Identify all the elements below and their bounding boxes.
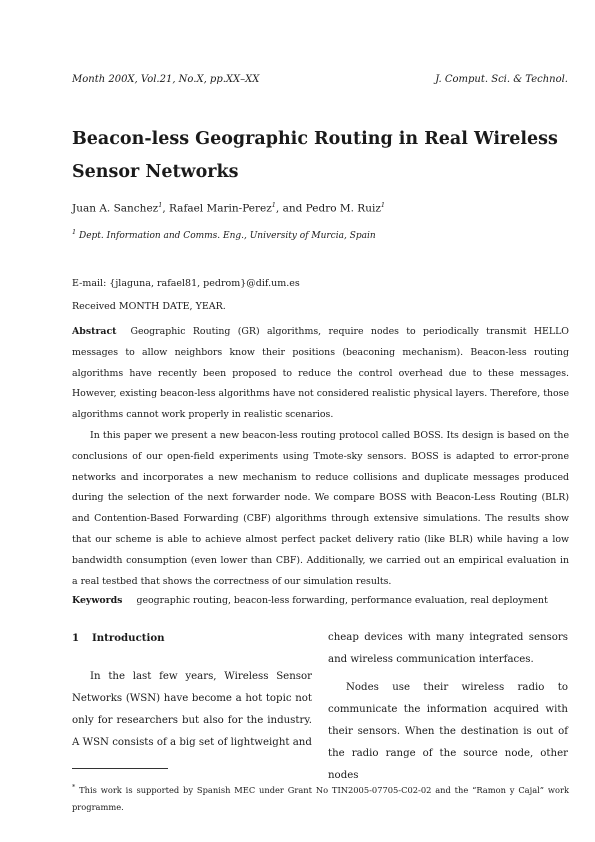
affiliation-mark: 1 <box>158 201 163 209</box>
affiliation-mark: 1 <box>271 201 276 209</box>
body-paragraph: cheap devices with many integrated sensors and wireless communication interfaces. <box>328 632 568 665</box>
affiliation: $^1$ Dept. Information and Comms. Eng., University of Murcia, Spain <box>72 228 376 241</box>
body-paragraph: In the last few years, Wireless Sensor Networks (WSN) have become a hot topic not only for researchers but also for the industry. A WSN consists of a big set of lightweight and <box>72 671 312 748</box>
abstract-paragraph: In this paper we present a new beacon-less routing protocol called BOSS. Its design is based on the conclusions of our open-field experiments using Tmote-sky sensors. BOSS is adapted to error-prone networks and incorporates a new mechanism to reduce collisions and duplicate messages produced during the selection of the next forwarder node. We compare BOSS with Beacon-Less Routing (BLR) and Contention-Based Forwarding (CBF) algorithms through extensive simulations. The results show that our scheme is able to achieve almost perfect packet delivery ratio (like BLR) while having a low bandwidth consumption (even lower than CBF). Additionally, we carried out an empirical evaluation in a real testbed that shows the correctness of our simulation results. <box>72 429 569 587</box>
left-column <box>72 627 312 754</box>
abstract <box>72 322 569 592</box>
body-paragraph: Nodes use their wireless radio to communicate the information acquired with their sensors. When the destination is out of the radio range of the source node, other nodes <box>328 682 568 781</box>
section-title: Introduction <box>92 632 165 644</box>
running-header-journal-issue: Month 200X, Vol.21, No.X, pp.XX–XX <box>72 74 260 85</box>
author-name: Rafael Marin-Perez <box>169 202 272 215</box>
affiliation-mark: 1 <box>72 228 77 236</box>
keywords <box>72 595 548 606</box>
section-number: 1 <box>72 632 80 644</box>
keywords-label: Keywords <box>72 595 123 606</box>
footnote-rule <box>72 768 168 769</box>
paper-title: Beacon-less Geographic Routing in Real Wireless Sensor Networks <box>72 129 558 182</box>
author-name: Juan A. Sanchez <box>72 202 159 215</box>
footnote: * This work is supported by Spanish MEC under Grant No TIN2005-07705-C02-02 and the “Ramon y Cajal” work programme. <box>72 783 569 812</box>
abstract-paragraph: Geographic Routing (GR) algorithms, require nodes to periodically transmit HELLO messages to allow neighbors know their positions (beaconing mechanism). Beacon-less routing algorithms have recently been proposed to reduce the control overhead due to these messages. However, existing beacon-less algorithms have not considered realistic physical layers. Therefore, those algorithms cannot work properly in realistic scenarios. <box>72 326 569 421</box>
section-heading <box>72 627 312 649</box>
abstract-label: Abstract <box>72 326 117 337</box>
keywords-list: geographic routing, beacon-less forwarding, performance evaluation, real deployment <box>136 595 548 606</box>
footnote-mark: * <box>72 783 76 791</box>
right-column <box>328 627 568 787</box>
received-date: Received MONTH DATE, YEAR. <box>72 301 226 312</box>
author-email: E-mail: {jlaguna, rafael81, pedrom}@dif.um.es <box>72 278 300 289</box>
author-name: Pedro M. Ruiz <box>305 202 381 215</box>
author-list: Juan A. Sanchez$^1$, Rafael Marin-Perez$^1$, and Pedro M. Ruiz$^1$ <box>72 201 386 215</box>
affiliation-mark: 1 <box>380 201 386 209</box>
running-header-journal-name: J. Comput. Sci. & Technol. <box>435 74 568 85</box>
